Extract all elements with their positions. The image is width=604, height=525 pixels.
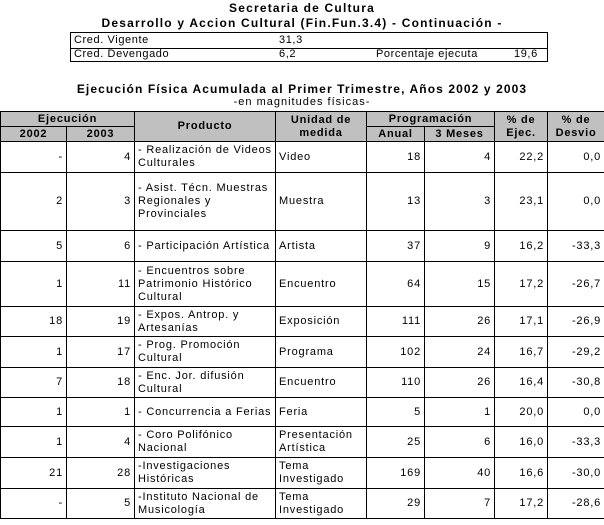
cell-2002: 1	[1, 262, 67, 307]
cell-2003: 18	[67, 368, 135, 398]
cell-pct-desvio: -26,9	[548, 307, 604, 337]
cell-unidad: Exposición	[276, 307, 367, 337]
cell-3-meses: 7	[425, 489, 495, 519]
cred-vigente-label: Cred. Vigente	[74, 34, 149, 46]
cell-pct-ejec: 16,2	[495, 231, 548, 262]
cell-producto: - Participación Artística	[135, 231, 276, 262]
header-unidad: Unidad de medida	[276, 112, 367, 142]
header-3-meses: 3 Meses	[425, 127, 495, 142]
cred-vigente-value: 31,3	[279, 34, 303, 46]
cell-2002: -	[1, 489, 67, 519]
cell-producto: - Coro Polifónico Nacional	[135, 427, 276, 458]
header-ejecucion: Ejecución	[1, 112, 135, 127]
cell-anual: 13	[367, 173, 425, 231]
cell-pct-desvio: -26,7	[548, 262, 604, 307]
cell-anual: 169	[367, 458, 425, 489]
cell-3-meses: 6	[425, 427, 495, 458]
table-row	[1, 427, 604, 458]
cell-producto: - Asist. Técn. Muestras Regionales y Provinciales	[135, 173, 276, 231]
cell-2003: 1	[67, 398, 135, 427]
cell-anual: 25	[367, 427, 425, 458]
table-row	[1, 142, 604, 173]
header-2003: 2003	[67, 127, 135, 142]
summary-row-devengado	[71, 48, 547, 62]
cell-producto: - Prog. Promoción Cultural	[135, 337, 276, 368]
cell-2002: 7	[1, 368, 67, 398]
cell-pct-ejec: 17,2	[495, 489, 548, 519]
cell-unidad: Tema Investigado	[276, 489, 367, 519]
cell-2002: -	[1, 142, 67, 173]
cell-3-meses: 24	[425, 337, 495, 368]
cell-pct-desvio: -29,2	[548, 337, 604, 368]
cell-2002: 1	[1, 337, 67, 368]
table-row	[1, 489, 604, 519]
cell-pct-desvio: 0,0	[548, 398, 604, 427]
cell-unidad: Presentación Artística	[276, 427, 367, 458]
header-producto: Producto	[135, 112, 276, 142]
cell-anual: 111	[367, 307, 425, 337]
cell-producto: - Realización de Videos Culturales	[135, 142, 276, 173]
cell-pct-ejec: 17,2	[495, 262, 548, 307]
cell-2002: 18	[1, 307, 67, 337]
cell-2003: 17	[67, 337, 135, 368]
cell-producto: - Expos. Antrop. y Artesanías	[135, 307, 276, 337]
table-row	[1, 398, 604, 427]
cell-producto: -Investigaciones Históricas	[135, 458, 276, 489]
cell-2002: 1	[1, 427, 67, 458]
cell-anual: 110	[367, 368, 425, 398]
table-row	[1, 337, 604, 368]
cell-pct-desvio: -33,3	[548, 427, 604, 458]
table-row	[1, 231, 604, 262]
cell-pct-desvio: 0,0	[548, 142, 604, 173]
cell-2002: 5	[1, 231, 67, 262]
cell-pct-desvio: -28,6	[548, 489, 604, 519]
table-row	[1, 262, 604, 307]
header-anual: Anual	[367, 127, 425, 142]
cell-unidad: Encuentro	[276, 368, 367, 398]
header-2002: 2002	[1, 127, 67, 142]
cell-2003: 19	[67, 307, 135, 337]
header-pct-ejec: % de Ejec.	[495, 112, 548, 142]
table-row	[1, 173, 604, 231]
cell-pct-ejec: 16,6	[495, 458, 548, 489]
table-subtitle: -en magnitudes físicas-	[233, 96, 371, 108]
cell-2002: 2	[1, 173, 67, 231]
cell-unidad: Encuentro	[276, 262, 367, 307]
summary-row-vigente	[71, 34, 547, 49]
header-pct-desvio: % de Desvio	[548, 112, 604, 142]
cell-2003: 4	[67, 142, 135, 173]
cell-3-meses: 4	[425, 142, 495, 173]
cell-pct-desvio: -30,8	[548, 368, 604, 398]
cell-anual: 5	[367, 398, 425, 427]
table-row	[1, 458, 604, 489]
cell-pct-ejec: 16,7	[495, 337, 548, 368]
execution-table	[0, 111, 604, 519]
cell-pct-desvio: 0,0	[548, 173, 604, 231]
cell-3-meses: 1	[425, 398, 495, 427]
cell-anual: 29	[367, 489, 425, 519]
table-row	[1, 307, 604, 337]
credit-summary-box	[70, 32, 548, 62]
cell-unidad: Feria	[276, 398, 367, 427]
table-title: Ejecución Física Acumulada al Primer Trimestre, Años 2002 y 2003	[76, 82, 528, 96]
report-subtitle: Desarrollo y Accion Cultural (Fin.Fun.3.4) - Continuación -	[101, 16, 503, 30]
cell-3-meses: 15	[425, 262, 495, 307]
cell-3-meses: 3	[425, 173, 495, 231]
cell-pct-ejec: 22,2	[495, 142, 548, 173]
cell-unidad: Programa	[276, 337, 367, 368]
cell-pct-ejec: 23,1	[495, 173, 548, 231]
cell-pct-desvio: -33,3	[548, 231, 604, 262]
cell-3-meses: 9	[425, 231, 495, 262]
cell-2003: 4	[67, 427, 135, 458]
report-title: Secretaria de Cultura	[229, 1, 375, 15]
cell-producto: - Encuentros sobre Patrimonio Histórico Cultural	[135, 262, 276, 307]
cell-unidad: Artista	[276, 231, 367, 262]
cell-unidad: Tema Investigado	[276, 458, 367, 489]
cell-pct-ejec: 16,0	[495, 427, 548, 458]
cell-unidad: Muestra	[276, 173, 367, 231]
cell-producto: -Instituto Nacional de Musicología	[135, 489, 276, 519]
cell-3-meses: 26	[425, 307, 495, 337]
cell-2003: 28	[67, 458, 135, 489]
cell-anual: 102	[367, 337, 425, 368]
cell-pct-desvio: -30,0	[548, 458, 604, 489]
cell-pct-ejec: 16,4	[495, 368, 548, 398]
cred-devengado-value: 6,2	[279, 48, 297, 60]
cell-2003: 6	[67, 231, 135, 262]
cell-anual: 18	[367, 142, 425, 173]
cell-producto: - Enc. Jor. difusión Cultural	[135, 368, 276, 398]
cell-pct-ejec: 17,1	[495, 307, 548, 337]
cell-unidad: Video	[276, 142, 367, 173]
cell-2002: 1	[1, 398, 67, 427]
cell-anual: 37	[367, 231, 425, 262]
cell-2003: 5	[67, 489, 135, 519]
cell-3-meses: 40	[425, 458, 495, 489]
cell-anual: 64	[367, 262, 425, 307]
cell-producto: - Concurrencia a Ferias	[135, 398, 276, 427]
table-row	[1, 368, 604, 398]
porcentaje-label: Porcentaje ejecuta	[376, 48, 478, 60]
cred-devengado-label: Cred. Devengado	[74, 48, 170, 60]
cell-2002: 21	[1, 458, 67, 489]
porcentaje-value: 19,6	[514, 48, 538, 60]
cell-2003: 3	[67, 173, 135, 231]
cell-3-meses: 26	[425, 368, 495, 398]
cell-pct-ejec: 20,0	[495, 398, 548, 427]
cell-2003: 11	[67, 262, 135, 307]
header-programacion: Programación	[367, 112, 495, 127]
